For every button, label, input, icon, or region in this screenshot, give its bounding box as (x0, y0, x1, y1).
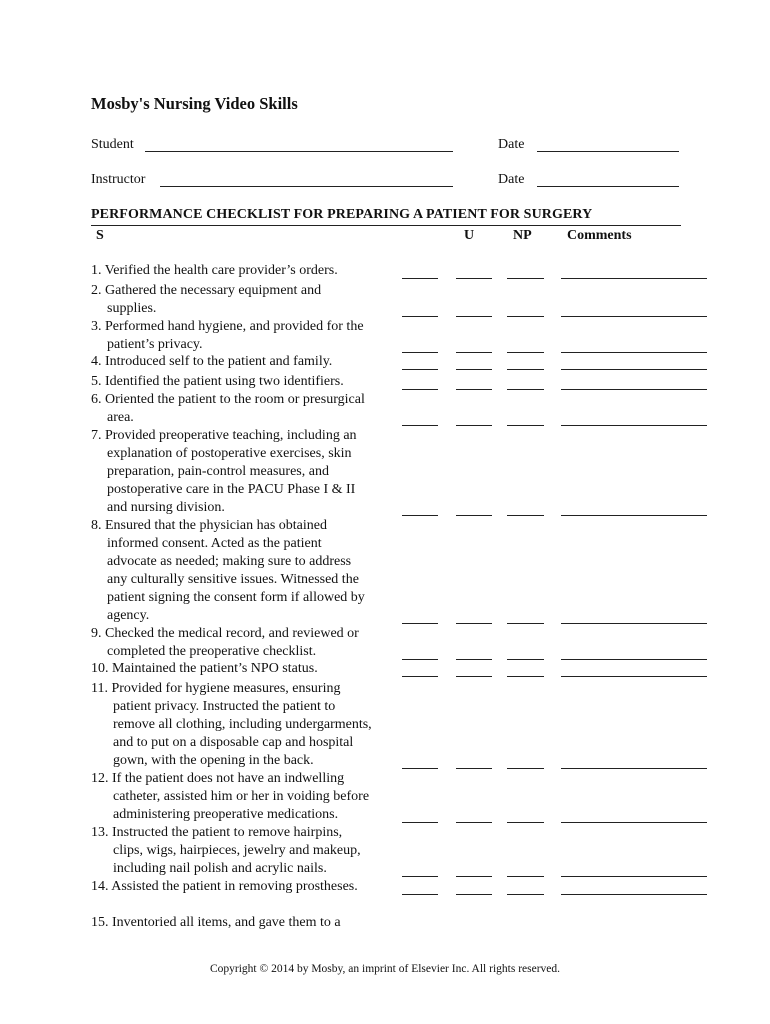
np-blank[interactable] (507, 894, 544, 895)
checklist-item-text: including nail polish and acrylic nails. (113, 861, 327, 876)
np-blank[interactable] (507, 659, 544, 660)
comments-blank[interactable] (561, 278, 707, 279)
checklist-item-text: 11. Provided for hygiene measures, ensuring (91, 681, 341, 696)
checklist-item-text: patient’s privacy. (107, 337, 203, 352)
comments-blank[interactable] (561, 369, 707, 370)
checklist-item-text: patient privacy. Instructed the patient to (113, 699, 336, 714)
np-blank[interactable] (507, 623, 544, 624)
u-blank[interactable] (456, 876, 492, 877)
instructor-label: Instructor (91, 172, 146, 187)
u-blank[interactable] (456, 316, 492, 317)
s-blank[interactable] (402, 425, 438, 426)
np-blank[interactable] (507, 515, 544, 516)
comments-blank[interactable] (561, 768, 707, 769)
comments-blank[interactable] (561, 352, 707, 353)
np-blank[interactable] (507, 876, 544, 877)
checklist-item-text: remove all clothing, including undergarments, (113, 717, 372, 732)
comments-blank[interactable] (561, 515, 707, 516)
s-blank[interactable] (402, 894, 438, 895)
checklist-item-text: 12. If the patient does not have an indwelling (91, 771, 345, 786)
np-blank[interactable] (507, 822, 544, 823)
checklist-item-text: 6. Oriented the patient to the room or presurgical (91, 392, 365, 407)
comments-blank[interactable] (561, 876, 707, 877)
checklist-item-text: any culturally sensitive issues. Witnessed the (107, 572, 359, 587)
checklist-item-text: and nursing division. (107, 500, 225, 515)
np-blank[interactable] (507, 352, 544, 353)
np-blank[interactable] (507, 278, 544, 279)
comments-blank[interactable] (561, 316, 707, 317)
date-field-2[interactable] (537, 186, 679, 187)
checklist-item-text: 5. Identified the patient using two identifiers. (91, 374, 344, 389)
checklist-item-text: postoperative care in the PACU Phase I & II (107, 482, 356, 497)
u-blank[interactable] (456, 369, 492, 370)
date-label-1: Date (498, 137, 525, 152)
u-blank[interactable] (456, 623, 492, 624)
checklist-item-text: patient signing the consent form if allowed by (107, 590, 365, 605)
column-header-comments: Comments (567, 228, 632, 243)
u-blank[interactable] (456, 676, 492, 677)
s-blank[interactable] (402, 352, 438, 353)
s-blank[interactable] (402, 316, 438, 317)
checklist-item-text: 10. Maintained the patient’s NPO status. (91, 661, 318, 676)
comments-blank[interactable] (561, 425, 707, 426)
u-blank[interactable] (456, 389, 492, 390)
s-blank[interactable] (402, 822, 438, 823)
s-blank[interactable] (402, 515, 438, 516)
column-header-u: U (464, 228, 475, 243)
checklist-item-text: supplies. (107, 301, 157, 316)
student-field[interactable] (145, 151, 453, 152)
u-blank[interactable] (456, 278, 492, 279)
checklist-item-text: and to put on a disposable cap and hospital (113, 735, 354, 750)
checklist-item-text: 14. Assisted the patient in removing prostheses. (91, 879, 358, 894)
s-blank[interactable] (402, 676, 438, 677)
u-blank[interactable] (456, 425, 492, 426)
u-blank[interactable] (456, 822, 492, 823)
checklist-item-text: area. (107, 410, 134, 425)
s-blank[interactable] (402, 659, 438, 660)
checklist-item-text: 15. Inventoried all items, and gave them to a (91, 915, 341, 930)
date-label-2: Date (498, 172, 525, 187)
page-title: Mosby's Nursing Video Skills (91, 94, 298, 113)
instructor-field[interactable] (160, 186, 453, 187)
np-blank[interactable] (507, 425, 544, 426)
student-label: Student (91, 137, 134, 152)
date-field-1[interactable] (537, 151, 679, 152)
u-blank[interactable] (456, 768, 492, 769)
np-blank[interactable] (507, 676, 544, 677)
checklist-item-text: advocate as needed; making sure to address (107, 554, 352, 569)
checklist-item-text: informed consent. Acted as the patient (107, 536, 322, 551)
checklist-item-text: 13. Instructed the patient to remove hairpins, (91, 825, 343, 840)
column-header-np: NP (513, 228, 532, 243)
u-blank[interactable] (456, 352, 492, 353)
checklist-item-text: explanation of postoperative exercises, skin (107, 446, 352, 461)
checklist-item-text: completed the preoperative checklist. (107, 644, 317, 659)
heading-rule (91, 225, 681, 226)
checklist-heading: PERFORMANCE CHECKLIST FOR PREPARING A PATIENT FOR SURGERY (91, 207, 593, 222)
comments-blank[interactable] (561, 389, 707, 390)
checklist-item-text: catheter, assisted him or her in voiding before (113, 789, 370, 804)
np-blank[interactable] (507, 389, 544, 390)
copyright-footer: Copyright © 2014 by Mosby, an imprint of Elsevier Inc. All rights reserved. (209, 963, 561, 975)
checklist-item-text: 3. Performed hand hygiene, and provided for the (91, 319, 364, 334)
comments-blank[interactable] (561, 676, 707, 677)
checklist-item-text: 9. Checked the medical record, and reviewed or (91, 626, 359, 641)
s-blank[interactable] (402, 768, 438, 769)
checklist-item-text: 8. Ensured that the physician has obtained (91, 518, 327, 533)
s-blank[interactable] (402, 876, 438, 877)
comments-blank[interactable] (561, 623, 707, 624)
s-blank[interactable] (402, 623, 438, 624)
s-blank[interactable] (402, 278, 438, 279)
checklist-item-text: administering preoperative medications. (113, 807, 339, 822)
comments-blank[interactable] (561, 822, 707, 823)
checklist-item-text: preparation, pain-control measures, and (107, 464, 329, 479)
checklist-item-text: 7. Provided preoperative teaching, including an (91, 428, 357, 443)
checklist-item-text: 2. Gathered the necessary equipment and (91, 283, 322, 298)
np-blank[interactable] (507, 768, 544, 769)
u-blank[interactable] (456, 515, 492, 516)
u-blank[interactable] (456, 659, 492, 660)
comments-blank[interactable] (561, 894, 707, 895)
column-header-s: S (96, 228, 104, 243)
s-blank[interactable] (402, 369, 438, 370)
comments-blank[interactable] (561, 659, 707, 660)
checklist-item-text: clips, wigs, hairpieces, jewelry and makeup, (113, 843, 361, 858)
checklist-item-text: gown, with the opening in the back. (113, 753, 314, 768)
u-blank[interactable] (456, 894, 492, 895)
np-blank[interactable] (507, 316, 544, 317)
s-blank[interactable] (402, 389, 438, 390)
checklist-item-text: 1. Verified the health care provider’s orders. (91, 263, 338, 278)
checklist-item-text: agency. (107, 608, 150, 623)
checklist-item-text: 4. Introduced self to the patient and family. (91, 354, 333, 369)
np-blank[interactable] (507, 369, 544, 370)
